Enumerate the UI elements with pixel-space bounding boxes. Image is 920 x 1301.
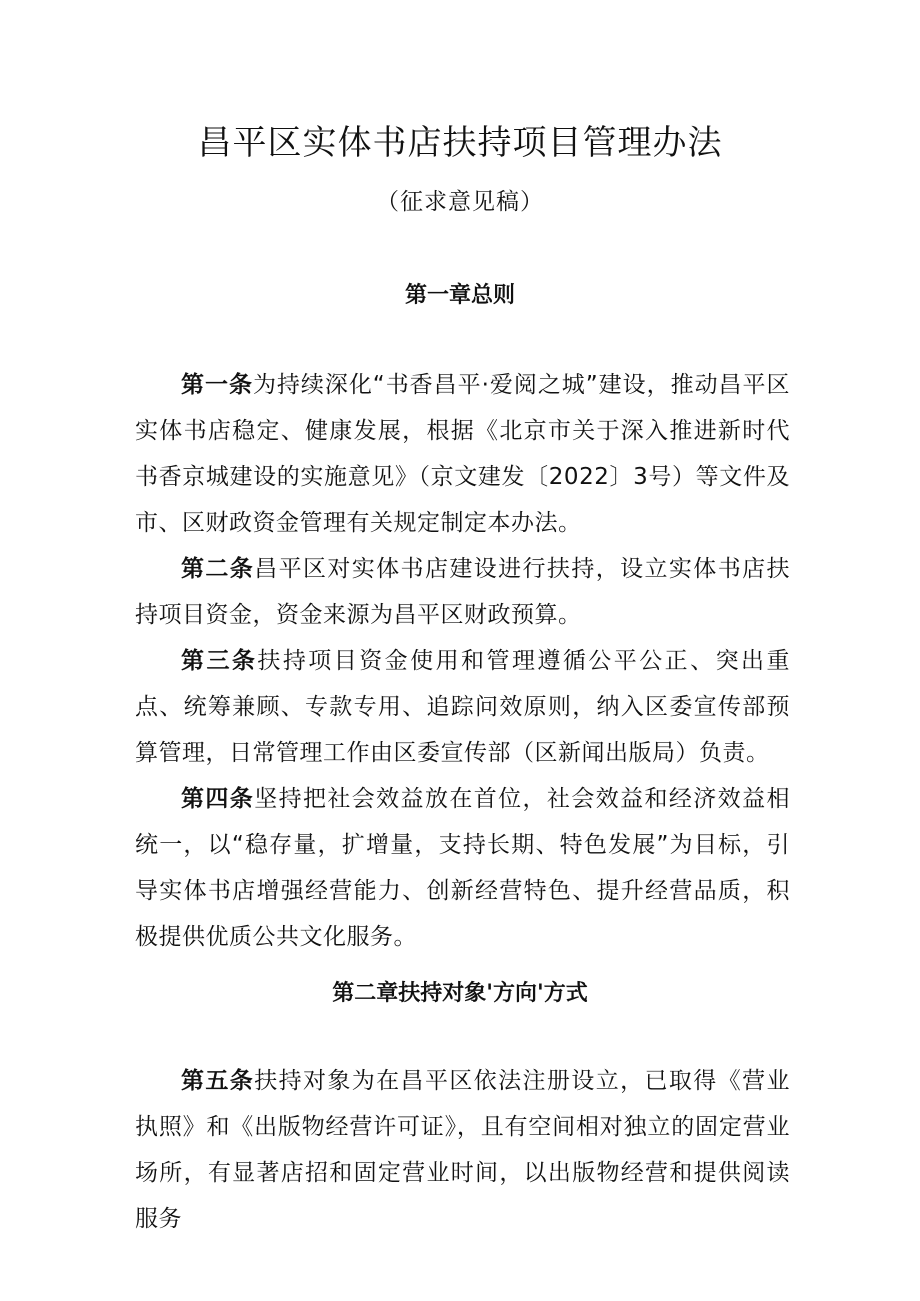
article-5 (135, 1058, 790, 1242)
chapter-1-body (135, 362, 790, 960)
document-title: 昌平区实体书店扶持项目管理办法 (197, 123, 723, 163)
article-text: 昌平区对实体书店建设进行扶持，设立实体书店扶持项目资金，资金来源为昌平区财政预算。 (135, 556, 790, 628)
article-text: 扶持对象为在昌平区依法注册设立，已取得《营业执照》和《出版物经营许可证》，且有空间相对独立的固定营业场所，有显著店招和固定营业时间，以出版物经营和提供阅读服务 (135, 1068, 790, 1232)
article-text: 为持续深化“书香昌平·爱阅之城”建设，推动昌平区实体书店稳定、健康发展，根据《北京市关于深入推进新时代书香京城建设的实施意见》（京文建发〔2022〕3号）等文件及市、区财政资金管理有关规定制定本办法。 (135, 372, 790, 536)
chapter-title: 第一章总则 (404, 283, 515, 308)
article-label: 第三条 (181, 648, 258, 674)
article-text: 坚持把社会效益放在首位，社会效益和经济效益相统一，以“稳存量，扩增量，支持长期、特色发展”为目标，引导实体书店增强经营能力、创新经营特色、提升经营品质，积极提供优质公共文化服务。 (135, 786, 790, 950)
chapter-title: 第二章扶持对象'方向'方式 (332, 981, 588, 1006)
article-label: 第二条 (181, 556, 255, 582)
article-3 (135, 638, 790, 776)
chapter-2-body (135, 1058, 790, 1242)
article-label: 第四条 (181, 786, 255, 812)
article-label: 第五条 (181, 1068, 255, 1094)
article-1 (135, 362, 790, 546)
article-text: 扶持项目资金使用和管理遵循公平公正、突出重点、统筹兼顾、专款专用、追踪问效原则，纳入区委宣传部预算管理，日常管理工作由区委宣传部（区新闻出版局）负责。 (135, 648, 791, 766)
article-4 (135, 776, 790, 960)
document-subtitle: （征求意见稿） (376, 189, 544, 215)
article-label: 第一条 (181, 372, 253, 398)
article-2 (135, 546, 790, 638)
